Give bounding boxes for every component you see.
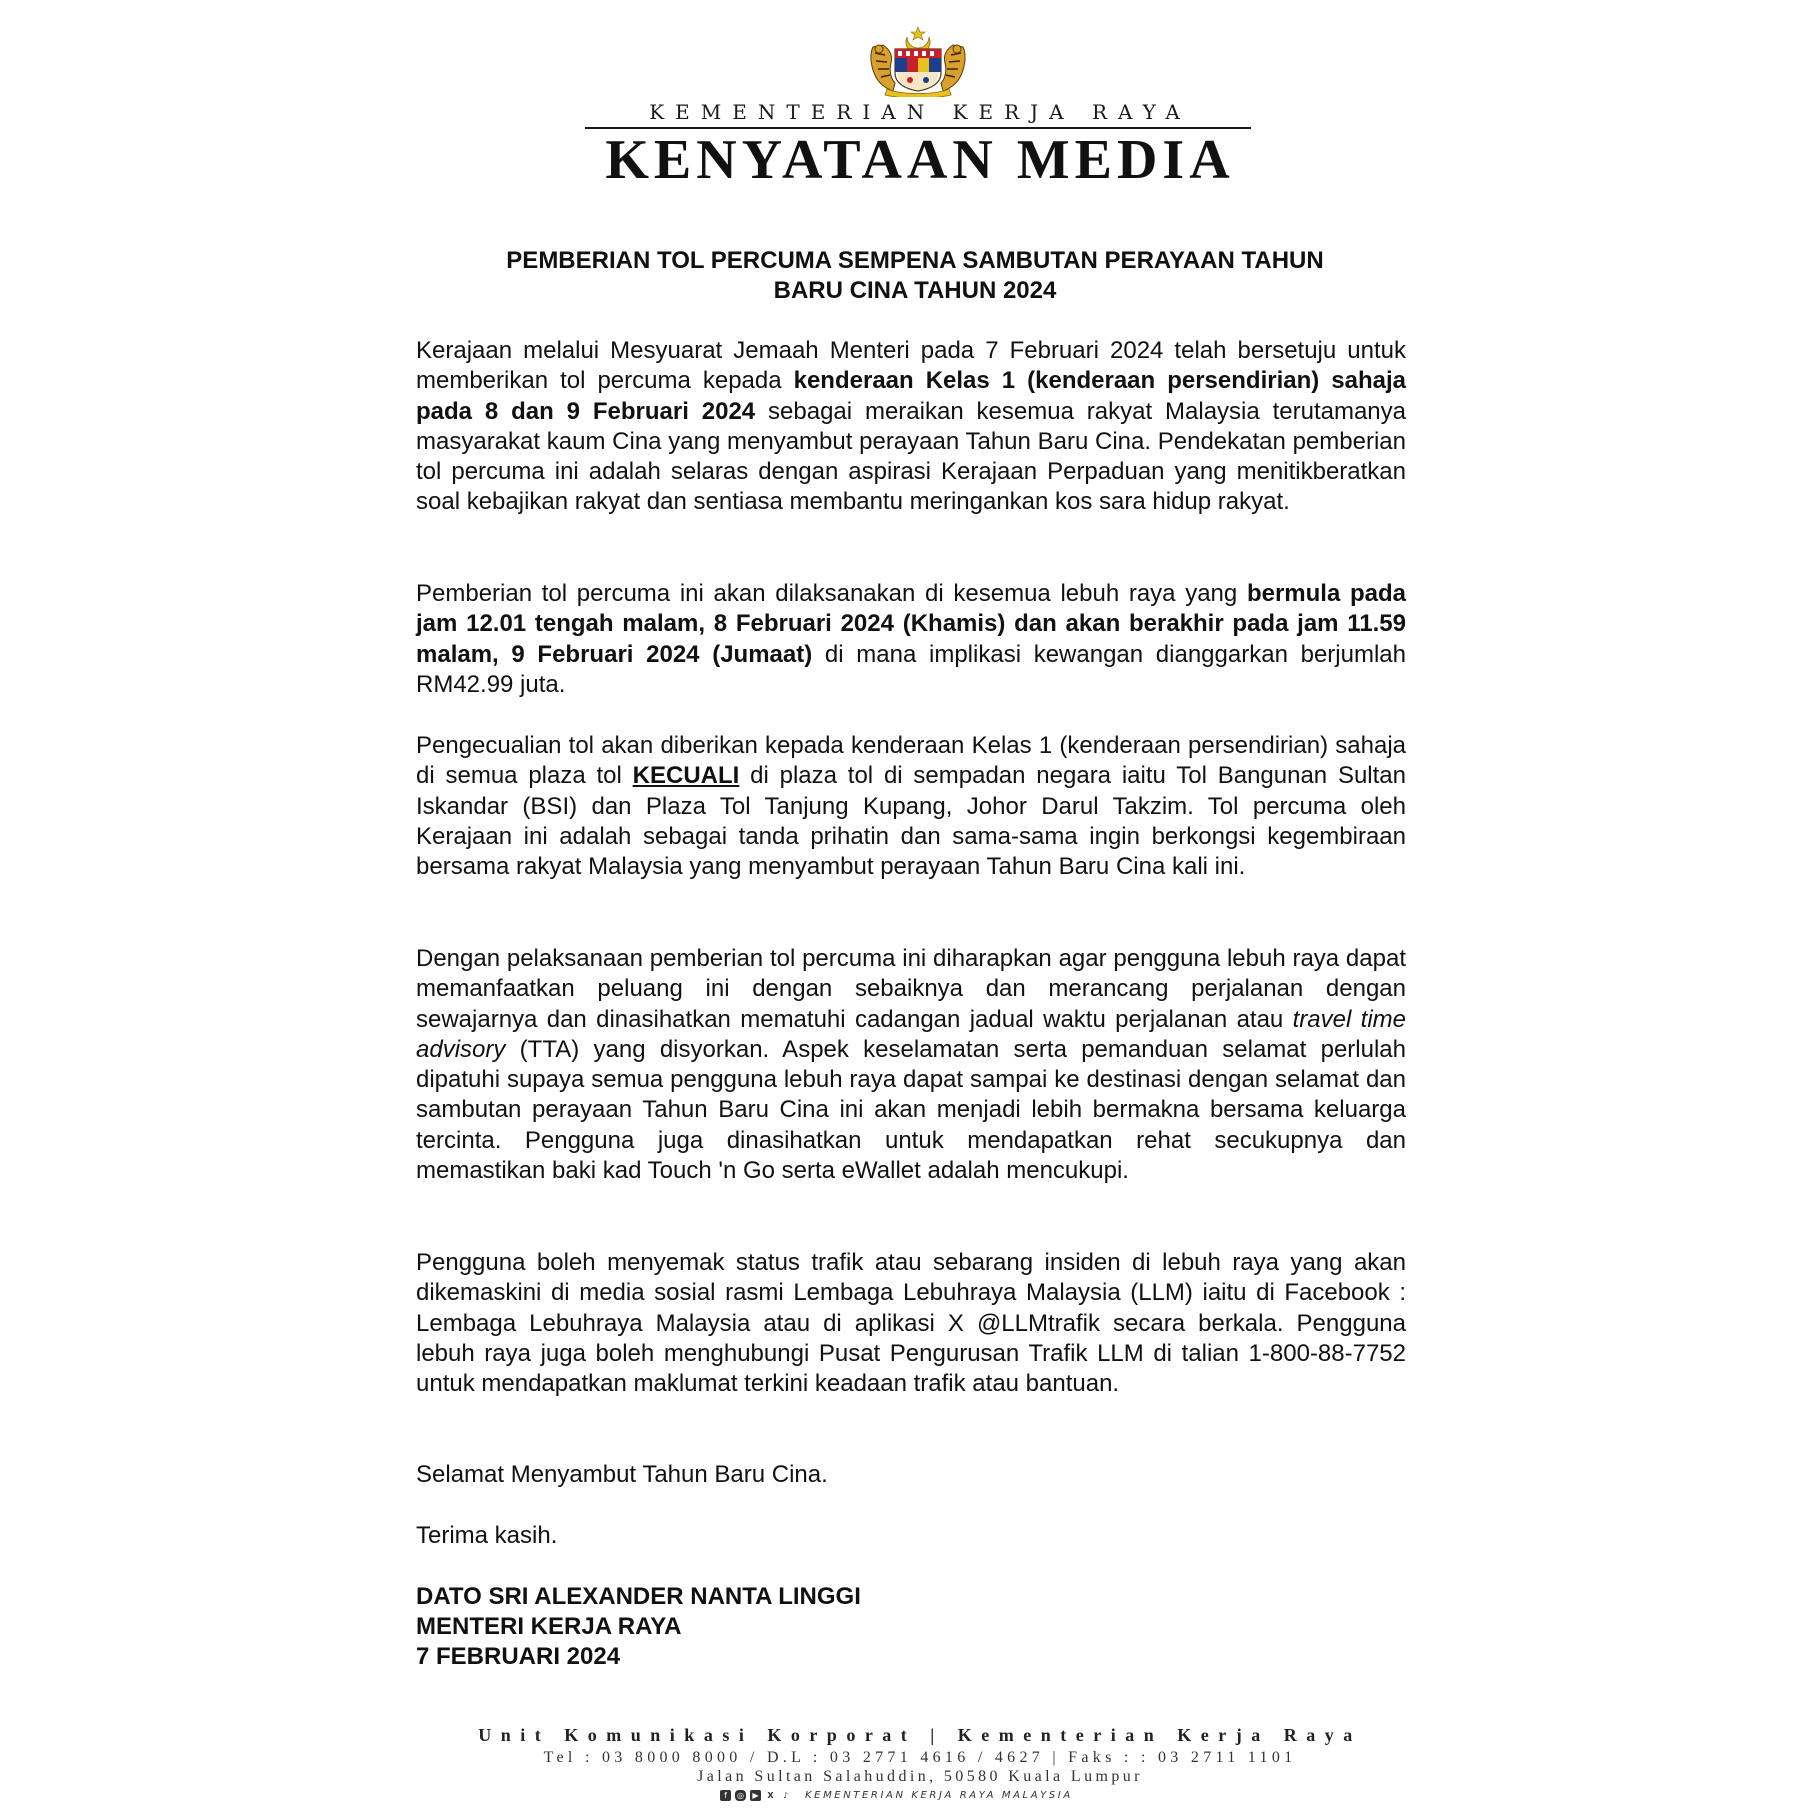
instagram-icon: ◎	[735, 1790, 746, 1801]
signatory-position: MENTERI KERJA RAYA	[416, 1613, 682, 1640]
footer-address: Jalan Sultan Salahuddin, 50580 Kuala Lumpur	[697, 1768, 1143, 1785]
p1-text-a: Kerajaan melalui Mesyuarat Jemaah Menteri pada 7 Februari 2024 telah bersetuju untuk memberikan tol percuma kepada	[416, 337, 1406, 395]
tiktok-icon: ♪	[782, 1790, 789, 1800]
statement-title	[420, 246, 1410, 306]
ministry-name: KEMENTERIAN KERJA RAYA	[649, 100, 1191, 124]
youtube-icon: ▶	[750, 1790, 761, 1801]
coat-of-arms-icon	[865, 25, 971, 97]
x-icon: X	[767, 1790, 774, 1800]
p2-text-c: di mana implikasi kewangan dianggarkan berjumlah RM42.99 juta.	[416, 640, 1406, 698]
p3-text-c: di plaza tol di sempadan negara iaitu Tol Bangunan Sultan Iskandar (BSI) dan Plaza Tol Tanjung Kupang, Johor Darul Takzim. Tol percuma oleh Kerajaan ini adalah sebagai tanda prihatin dan sama-sama ingin berkongsi kegembiraan bersama rakyat Malaysia yang menyambut perayaan Tahun Baru Cina kali ini.	[416, 762, 1407, 881]
p2-text-a: Pemberian tol percuma ini akan dilaksanakan di kesemua lebuh raya yang	[416, 580, 1247, 607]
signatory-name: DATO SRI ALEXANDER NANTA LINGGI	[416, 1583, 861, 1610]
facebook-icon: f	[720, 1790, 731, 1801]
p3-bold-underline: KECUALI	[632, 762, 740, 790]
p4-text-a: Dengan pelaksanaan pemberian tol percuma ini diharapkan agar pengguna lebuh raya dapat memanfaatkan peluang ini dengan sebaiknya dan merancang perjalanan dengan sewajarnya dan dinasihatkan mematuhi cadangan jadual waktu perjalanan atau	[416, 945, 1406, 1033]
title-line-1: PEMBERIAN TOL PERCUMA SEMPENA SAMBUTAN PERAYAAN TAHUN	[506, 247, 1324, 274]
title-line-2: BARU CINA TAHUN 2024	[773, 277, 1057, 304]
p1-bold: kenderaan Kelas 1 (kenderaan persendirian) sahaja pada 8 dan 9 Februari 2024	[416, 367, 1406, 425]
footer-unit: Unit Komunikasi Korporat | Kementerian Kerja Raya	[478, 1725, 1362, 1745]
footer-social	[720, 1787, 1120, 1803]
signature-block	[416, 1582, 861, 1672]
closing-thanks: Terima kasih.	[416, 1522, 558, 1549]
paragraph-3	[416, 731, 1406, 882]
p4-text-c: (TTA) yang disyorkan. Aspek keselamatan serta pemanduan selamat perlulah dipatuhi supaya semua pengguna lebuh raya dapat sampai ke destinasi dengan selamat dan sambutan perayaan Tahun Baru Cina ini akan menjadi lebih bermakna bersama keluarga tercinta. Pengguna juga dinasihatkan untuk mendapatkan rehat secukupnya dan memastikan baki kad Touch 'n Go serta eWallet adalah mencukupi.	[416, 1035, 1406, 1185]
paragraph-4	[416, 944, 1406, 1186]
p4-italic: travel time advisory	[416, 1005, 1406, 1063]
p3-text-a: Pengecualian tol akan diberikan kepada kenderaan Kelas 1 (kenderaan persendirian) sahaja di semua plaza tol	[416, 732, 1406, 790]
footer-contact: Tel : 03 8000 8000 / D.L : 03 2771 4616 / 4627 | Faks : : 03 2711 1101	[543, 1749, 1297, 1766]
paragraph-1	[416, 336, 1406, 518]
document-heading: KENYATAAN MEDIA	[605, 129, 1235, 191]
closing-greeting: Selamat Menyambut Tahun Baru Cina.	[416, 1461, 828, 1488]
paragraph-2	[416, 579, 1406, 700]
social-handle: KEMENTERIAN KERJA RAYA MALAYSIA	[805, 1789, 1073, 1801]
paragraph-5: Pengguna boleh menyemak status trafik atau sebarang insiden di lebuh raya yang akan dikemaskini di media sosial rasmi Lembaga Lebuhraya Malaysia (LLM) iaitu di Facebook : Lembaga Lebuhraya Malaysia atau di aplikasi X @LLMtrafik secara berkala. Pengguna lebuh raya juga boleh menghubungi Pusat Pengurusan Trafik LLM di talian 1-800-88-7752 untuk mendapatkan maklumat terkini keadaan trafik atau bantuan.	[416, 1249, 1406, 1398]
p1-text-c: sebagai meraikan kesemua rakyat Malaysia terutamanya masyarakat kaum Cina yang menyambut perayaan Tahun Baru Cina. Pendekatan pemberian tol percuma ini adalah selaras dengan aspirasi Kerajaan Perpaduan yang menitikberatkan soal kebajikan rakyat dan sentiasa membantu meringankan kos sara hidup rakyat.	[416, 397, 1406, 516]
p2-bold: bermula pada jam 12.01 tengah malam, 8 Februari 2024 (Khamis) dan akan berakhir pada jam 11.59 malam, 9 Februari 2024 (Jumaat)	[416, 580, 1406, 668]
statement-date: 7 FEBRUARI 2024	[416, 1643, 621, 1670]
